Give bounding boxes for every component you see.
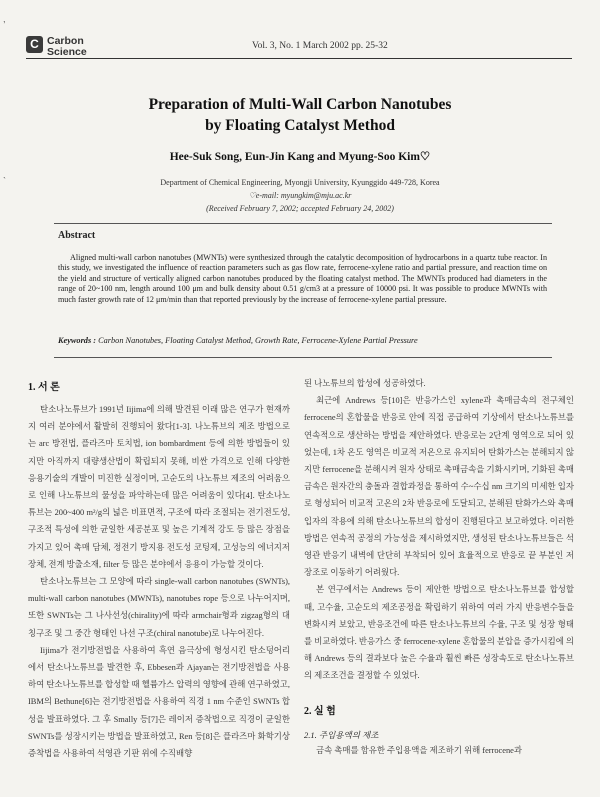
- affiliation-block: [0, 176, 600, 215]
- article-title: [0, 94, 600, 136]
- journal-info: Vol. 3, No. 1 March 2002 pp. 25-32: [252, 41, 388, 51]
- journal-logo: [26, 36, 87, 58]
- received-dates: (Received February 7, 2002; accepted February 24, 2002): [206, 204, 394, 213]
- intro-heading: 1. 서 론: [28, 382, 60, 393]
- logo-line1: Carbon: [47, 35, 84, 47]
- experimental-column: [304, 742, 574, 782]
- right-column: [304, 375, 574, 681]
- logo-line2: Science: [47, 46, 87, 58]
- margin-mark: `: [3, 176, 6, 186]
- affiliation: Department of Chemical Engineering, Myongji University, Kyunggido 449-728, Korea: [160, 178, 440, 187]
- experimental-paragraph-1: 금속 촉매를 함유한 주입용액을 제조하기 위해 ferrocene과: [316, 746, 522, 755]
- title-line2: by Floating Catalyst Method: [205, 117, 395, 134]
- left-column: [28, 401, 290, 793]
- header-rule: [26, 58, 572, 59]
- keywords-label: Keywords :: [58, 336, 97, 345]
- email: ♡e-mail: myungkim@mju.ac.kr: [248, 191, 352, 200]
- right-paragraph-0: 된 나노튜브의 합성에 성공하였다.: [304, 379, 426, 388]
- intro-paragraph-3: Iijima가 전기방전법을 사용하여 흑연 음극상에 형성시킨 탄소덩어리에서 탄소나노튜브를 발견한 후, Ebbesen과 Ajayan는 전기방전법을 사용하여 탄소나노튜브를 합성할 때 헬륨가스 압력의 영향에 관해 연구하였고, IBM의 Bethune[6]는 전기방전법을 사용하여 직경 1 nm 수준인 SWNTs 합성을 발표하였다. 그 후 Smally 등[7]은 레이저 증착법으로 직경이 균일한 SWNTs를 성장시키는 방법을 발표하였고, Ren 등[8]은 플라즈마 화학기상증착법을 사용하여 석영관 기판 위에 수직배향: [28, 645, 290, 759]
- carbon-logo-icon: C: [26, 36, 43, 53]
- margin-mark: ,: [3, 14, 6, 24]
- abstract-text: Aligned multi-wall carbon nanotubes (MWNTs) were synthesized through the catalytic decomposition of hydrocarbons in a quartz tube reactor. In this study, we investigated the influence of reaction parameters such as gas flow rate, ferrocene-xylene ratio and partial pressure, and reaction time on the yield and structure of vertically aligned carbon nanotubes produced by the floating catalyst method. The MWNTs produced had diameters in the range of 20~100 nm, length around 100 μm and bulk density about 0.51 g/cm3 at a pressure of 10000 psi. It was possible to produce MWNTs with much faster growth rate of 12 μm/min than that reported previously by the increase of ferrocene-xylene partial pressure.: [58, 253, 547, 304]
- intro-paragraph-1: 탄소나노튜브가 1991년 Iijima에 의해 발견된 이래 많은 연구가 현재까지 여러 분야에서 활발히 진행되어 왔다[1-3]. 나노튜브의 제조 방법으로는 arc 방전법, 플라즈마 토치법, ion bombardment 등에 의한 방법들이 있지만 아직까지 대량생산법이 확립되지 못해, 비싼 가격으로 인해 다양한 응용기술의 개발이 미진한 실정이며, 고순도의 나노튜브 제조의 어려움으로 인해 나노튜브의 물성을 파악하는데 많은 어려움이 있다[4]. 탄소나노튜브는 200~400 m²/g의 넓은 비표면적, 구조에 따라 조절되는 전기전도성, 구조적 특성에 의한 균일한 세공분포 및 높은 기계적 강도 등 많은 장점을 가지고 있어 촉매 담체, 정전기 방지용 전도성 코팅제, 고성능의 에너지저장체, 전계 방출소재, filter 등 많은 분야에서 응용이 가능할 것이다.: [28, 405, 290, 569]
- right-paragraph-2: 본 연구에서는 Andrews 등이 제안한 방법으로 탄소나노튜브를 합성할 때, 고수율, 고순도의 제조공정을 확립하기 위하여 여러 가지 반응변수들을 변화시켜 보았고, 반응조건에 따른 탄소나노튜브의 수율, 구조 및 성장 형태를 비교하였다. 반응가스 중 ferrocene-xylene 혼합물의 분압을 증가시킴에 의해 Andrews 등의 결과보다 높은 수율과 훨씬 빠른 성장속도로 탄소나노튜브의 제조조건을 결정할 수 있었다.: [304, 585, 574, 681]
- authors: Hee-Suk Song, Eun-Jin Kang and Myung-Soo Kim♡: [169, 151, 431, 163]
- right-paragraph-1: 최근에 Andrews 등[10]은 반응가스인 xylene과 촉매금속의 전구체인 ferrocene의 혼합물을 반응로 안에 직접 공급하여 기상에서 탄소나노튜브를 연속적으로 생산하는 방법을 제안하였다. 반응로는 2단계 영역으로 되어 있었는데, 1차 온도 영역은 비교적 저온으로 유지되어 탄화가스는 분해되지 않지만 ferrocene을 분해시켜 원자 상태로 촉매금속을 기화시키며, 기화된 촉매금속은 원자간의 충돌과 결합과정을 통하여 수~수십 nm 크기의 미세한 입자로 형성되어 비교적 고온의 2차 반응로에 도달되고, 분해된 탄화가스와 촉매입자의 작용에 의해 탄소나노튜브의 합성이 진행된다고 보고하였다. 이러한 방법은 연속적 공정의 가능성을 제시하였지만, 생성된 탄소나노튜브들은 석영관 반응기 내벽에 단단히 부착되어 있어 효율적으로 반응로 끝 부분인 저장조로 이동하기 어려웠다.: [304, 396, 574, 578]
- subsection-heading: 2.1. 주입용액의 제조: [304, 730, 379, 740]
- title-line1: Preparation of Multi-Wall Carbon Nanotubes: [148, 96, 452, 113]
- keywords-line: [58, 336, 418, 345]
- abstract-heading: Abstract: [58, 230, 96, 241]
- keywords-list: Carbon Nanotubes, Floating Catalyst Method, Growth Rate, Ferrocene-Xylene Partial Pressure: [98, 336, 418, 345]
- experimental-heading: 2. 실 험: [304, 706, 336, 717]
- intro-paragraph-2: 탄소나노튜브는 그 모양에 따라 single-wall carbon nanotubes (SWNTs), multi-wall carbon nanotubes (MWNTs), nanotubes rope 등으로 나누어지며, 또한 SWNTs는 그 나사선성(chirality)에 따라 armchair형과 zigzag형의 대칭구조 및 그 중간 형태인 나선 구조(chiral nanotube)로 나누어진다.: [28, 577, 290, 638]
